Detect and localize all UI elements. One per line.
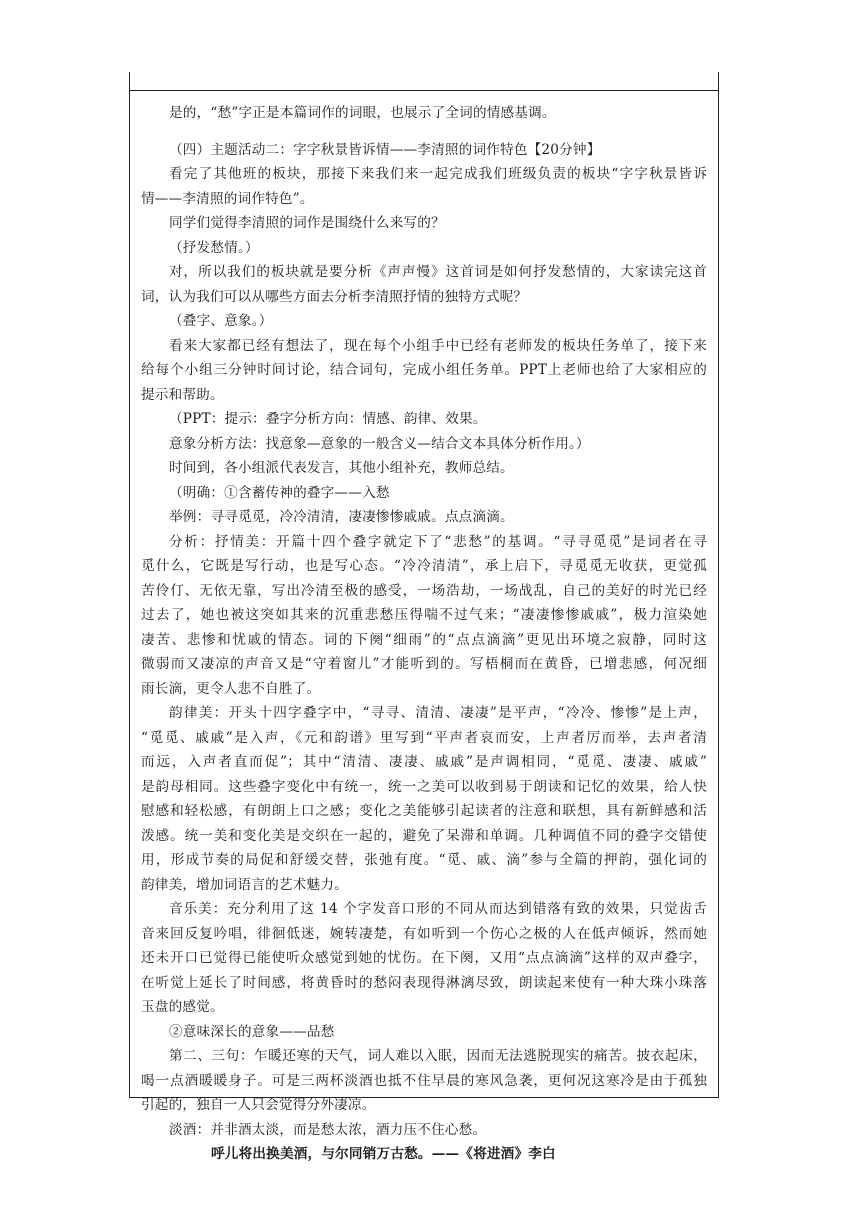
text-line: 对，所以我们的板块就是要分析《声声慢》这首词是如何抒发愁情的，大家读完这首 [169,264,707,280]
text-line: 时间到，各小组派代表发言，其他小组补充，教师总结。 [169,460,514,476]
text-line: 泼感。统一美和变化美是交织在一起的，避免了呆滞和单调。几种调值不同的叠字交错使 [141,827,707,844]
text-line: 音乐美：充分利用了这 14 个字发音口形的不同从而达到错落有致的效果，只觉齿舌 [169,901,707,917]
text-line: （叠字、意象。） [169,313,273,329]
text-line: ②意味深长的意象——品愁 [169,1023,335,1040]
text-line: 是韵母相同。这些叠字变化中有统一，统一之美可以收到易于朗读和记忆的效果，给人快 [141,778,707,795]
text-line: （四）主题活动二：字字秋景皆诉情——李清照的词作特色【20分钟】 [169,141,601,158]
table-edge-right [718,72,719,90]
table-edge-left [129,72,130,90]
text-line: 在听觉上延长了时间感，将黄昏时的愁闷表现得淋漓尽致，朗读起来使有一种大珠小珠落 [141,974,707,991]
paragraph-gap [141,126,707,138]
text-line: 第二、三句：乍暖还寒的天气，词人难以入眠，因而无法逃脱现实的痛苦。披衣起床， [169,1048,707,1064]
text-line: 分析：抒情美：开篇十四个叠字就定下了“悲愁”的基调。“寻寻觅觅”是词者在寻 [169,533,707,550]
text-line: 呼儿将出换美酒，与尔同销万古愁。——《将进酒》李白 [211,1146,556,1162]
text-line: 意象分析方法：找意象—意象的一般含义—结合文本具体分析作用。） [169,435,590,452]
text-line: 还未开口已觉得已能使听众感觉到她的忧伤。在下阕，又用“点点滴滴”这样的双声叠字， [141,950,707,966]
text-line: 给每个小组三分钟时间讨论，结合词句，完成小组任务单。PPT上老师也给了大家相应的 [141,362,707,378]
text-line: 看来大家都已经有想法了，现在每个小组手中已经有老师发的板块任务单了，接下来 [169,337,707,354]
text-line: 喝一点酒暖暖身子。可是三两杯淡酒也抵不住早晨的寒风急袭，更何况这寒冷是由于孤独 [141,1072,707,1089]
text-line: （PPT：提示：叠字分析方向：情感、韵律、效果。 [169,411,487,427]
text-line: 是的，“愁”字正是本篇词作的词眼，也展示了全词的情感基调。 [169,105,556,121]
text-line: 而远，入声者直而促”；其中“清清、凄凄、戚戚”是声调相同，“觅觅、凄凄、戚戚” [141,754,707,770]
text-line: 过去了，她也被这突如其来的沉重悲愁压得喘不过气来；“凄凄惨惨戚戚”，极力渲染她 [141,607,707,623]
text-line: 慰感和轻松感，有朗朗上口之感；变化之美能够引起读者的注意和联想，具有新鲜感和活 [141,803,707,819]
text-line: 韵律美：开头十四字叠字中，“寻寻、清清、凄凄”是平声，“冷冷、惨惨”是上声， [169,705,707,721]
text-line: 同学们觉得李清照的词作是围绕什么来写的？ [169,215,445,231]
text-line: 韵律美，增加词语言的艺术魅力。 [141,876,348,893]
text-line: 玉盘的感觉。 [141,999,224,1015]
text-line: “觅觅、戚戚”是入声，《元和韵谱》里写到“平声者哀而安，上声者厉而举，去声者清 [141,729,707,746]
text-line: 情——李清照的词作特色”。 [141,190,314,207]
text-line: 提示和帮助。 [141,386,224,403]
text-line: 雨长滴，更令人悲不自胜了。 [141,680,321,697]
lesson-text-body [141,101,707,1167]
text-line: （明确：①含蓄传神的叠字——入愁 [169,484,390,501]
text-line: 举例：寻寻觅觅，冷冷清清，凄凄惨惨戚戚。点点滴滴。 [169,509,514,525]
text-line: 音来回反复吟唱，徘徊低迷，婉转凄楚，有如听到一个伤心之极的人在低声倾诉，然而她 [141,925,707,942]
text-line: 淡酒：并非酒太淡，而是愁太浓，酒力压不住心愁。 [169,1121,487,1138]
text-line: 微弱而又凄凉的声音又是“守着窗儿”才能听到的。写梧桐而在黄昏，已增悲感，何况细 [141,656,707,672]
text-line: 看完了其他班的板块，那接下来我们来一起完成我们班级负责的板块“字字秋景皆诉 [169,166,707,182]
text-line: 用，形成节奏的局促和舒缓交替，张弛有度。“觅、戚、滴”参与全篇的押韵，强化词的 [141,852,707,868]
text-line: 苦伶仃、无依无靠，写出冷清至极的感受，一场浩劫，一场战乱，自己的美好的时光已经 [141,582,707,599]
text-line: （抒发愁情。） [169,239,259,256]
text-line: 词，认为我们可以从哪些方面去分析李清照抒情的独特方式呢？ [141,288,528,305]
text-line: 觅什么，它既是写行动，也是写心态。“冷冷清清”，承上启下，寻觅觅无收获，更觉孤 [141,558,707,574]
text-line: 凄苦、悲惨和忧戚的情态。词的下阕“细雨”的“点点滴滴”更见出环境之寂静，同时这 [141,631,707,648]
text-line: 引起的，独自一人只会觉得分外凄凉。 [141,1097,376,1113]
